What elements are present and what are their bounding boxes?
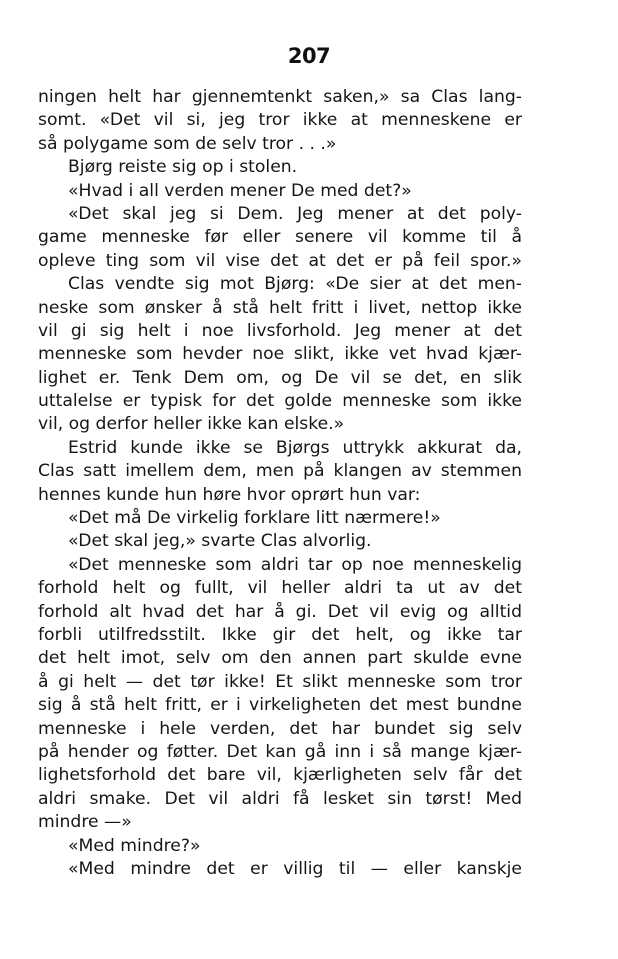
text-line: hennes kunde hun høre hvor oprørt hun var: [38,484,421,505]
text-line: forhold alt hvad det har å gi. Det vil evig og alltid [38,601,522,622]
text-line: forhold helt og fullt, vil heller aldri ta ut av det [38,578,522,599]
text-line: opleve ting som vil vise det at det er på feil spor.» [38,250,522,271]
text-line: game menneske før eller senere vil komme til å [38,227,522,248]
text-line: «Med mindre?» [68,835,201,856]
text-line: «Det menneske som aldri tar op noe menneskelig [68,554,522,575]
text-line: lighetsforhold det bare vil, kjærligheten selv får det [38,765,522,786]
text-line: sig å stå helt fritt, er i virkeligheten det mest bundne [38,695,522,716]
text-line: «Det må De virkelig forklare litt nærmere!» [68,508,441,529]
text-line: Clas vendte sig mot Bjørg: «De sier at det men- [68,274,522,295]
text-line: lighet er. Tenk Dem om, og De vil se det, en slik [38,367,522,388]
text-line: «Med mindre det er villig til — eller kanskje [68,858,522,879]
text-line: «Det skal jeg si Dem. Jeg mener at det poly- [68,203,522,224]
text-line: mindre —» [38,812,132,833]
text-line: Clas satt imellem dem, men på klangen av stemmen [38,461,522,482]
text-line: «Hvad i all verden mener De med det?» [68,180,412,201]
text-line: menneske som hevder noe slikt, ikke vet hvad kjær- [38,344,522,365]
body-text [38,86,522,881]
text-line: det helt imot, selv om den annen part skulde evne [38,648,522,669]
text-line: Bjørg reiste sig op i stolen. [68,157,298,178]
text-line: aldri smake. Det vil aldri få lesket sin tørst! Med [38,788,522,809]
text-line: forbli utilfredsstilt. Ikke gir det helt, og ikke tar [38,624,522,645]
text-line: uttalelse er typisk for det golde menneske som ikke [38,391,522,412]
text-line: somt. «Det vil si, jeg tror ikke at menneskene er [38,110,522,131]
text-line: menneske i hele verden, det har bundet sig selv [38,718,522,739]
text-line: neske som ønsker å stå helt fritt i livet, nettop ikke [38,297,522,318]
text-line: vil gi sig helt i noe livsforhold. Jeg mener at det [38,320,522,341]
text-line: så polygame som de selv tror . . .» [38,133,337,154]
text-line: Estrid kunde ikke se Bjørgs uttrykk akkurat da, [68,437,522,458]
text-line: vil, og derfor heller ikke kan elske.» [38,414,345,435]
text-line: ningen helt har gjennemtenkt saken,» sa Clas lang- [38,87,522,107]
text-line: på hender og føtter. Det kan gå inn i så mange kjær- [38,741,522,762]
text-line: «Det skal jeg,» svarte Clas alvorlig. [68,531,372,552]
text-line: å gi helt — det tør ikke! Et slikt menneske som tror [38,671,522,692]
page-number: 207 [287,44,331,68]
